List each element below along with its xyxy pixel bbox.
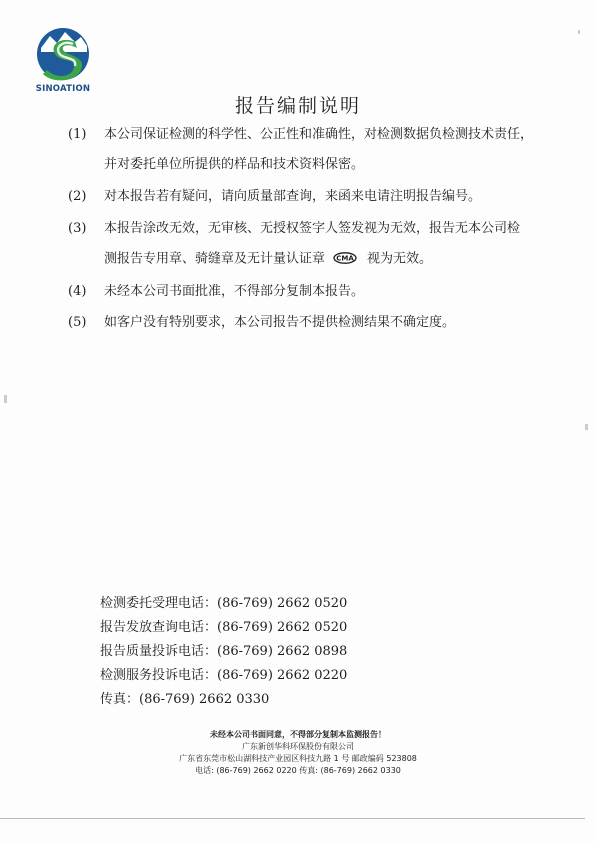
company-logo	[30, 26, 96, 100]
item-number: (4)	[68, 284, 87, 299]
cma-mark-icon	[333, 252, 357, 264]
item-number: (1)	[68, 127, 87, 142]
contact-line: 报告发放查询电话：(86-769) 2662 0520	[100, 620, 348, 635]
item-number: (5)	[68, 315, 87, 330]
item-text: 未经本公司书面批准，不得部分复制本报告。	[104, 284, 365, 299]
contact-line: 传真：(86-769) 2662 0330	[100, 692, 270, 707]
footer-contact: 电话: (86-769) 2662 0220 传真: (86-769) 2662 0330	[195, 766, 401, 775]
contact-line: 检测服务投诉电话：(86-769) 2662 0220	[100, 668, 348, 683]
sinoation-logo-icon	[35, 26, 91, 84]
page-title: 报告编制说明	[234, 95, 361, 117]
footer-company: 广东新创华科环保股份有限公司	[242, 742, 354, 751]
item-text: 对本报告若有疑问，请向质量部查询，来函来电请注明报告编号。	[104, 189, 482, 204]
scan-edge-divider	[0, 818, 585, 819]
cma-mark-text: CMA	[336, 254, 354, 263]
item-text: 如客户没有特别要求，本公司报告不提供检测结果不确定度。	[104, 315, 456, 330]
item-text-prefix: 测报告专用章、骑缝章及无计量认证章	[104, 251, 326, 267]
footer-notice: 未经本公司书面同意，不得部分复制本监测报告！	[210, 730, 386, 739]
item-text: 本报告涂改无效，无审核、无授权签字人签发视为无效，报告无本公司检	[104, 221, 521, 236]
item-number: (2)	[68, 189, 87, 204]
scan-speck	[578, 30, 580, 34]
item-text: 本公司保证检测的科学性、公正性和准确性，对检测数据负检测技术责任，	[104, 127, 534, 142]
item-number: (3)	[68, 221, 87, 236]
scan-speck	[4, 395, 7, 403]
contact-line: 检测委托受理电话：(86-769) 2662 0520	[100, 596, 348, 611]
logo-text: SINOATION	[35, 84, 91, 94]
item-text-with-mark	[104, 252, 432, 266]
contact-line: 报告质量投诉电话：(86-769) 2662 0898	[100, 644, 348, 659]
footer-address: 广东省东莞市松山湖科技产业园区科技九路 1 号 邮政编码 523808	[179, 754, 417, 763]
scan-speck	[585, 424, 588, 430]
item-text-suffix: 视为无效。	[367, 251, 433, 267]
item-text: 并对委托单位所提供的样品和技术资料保密。	[104, 157, 365, 172]
